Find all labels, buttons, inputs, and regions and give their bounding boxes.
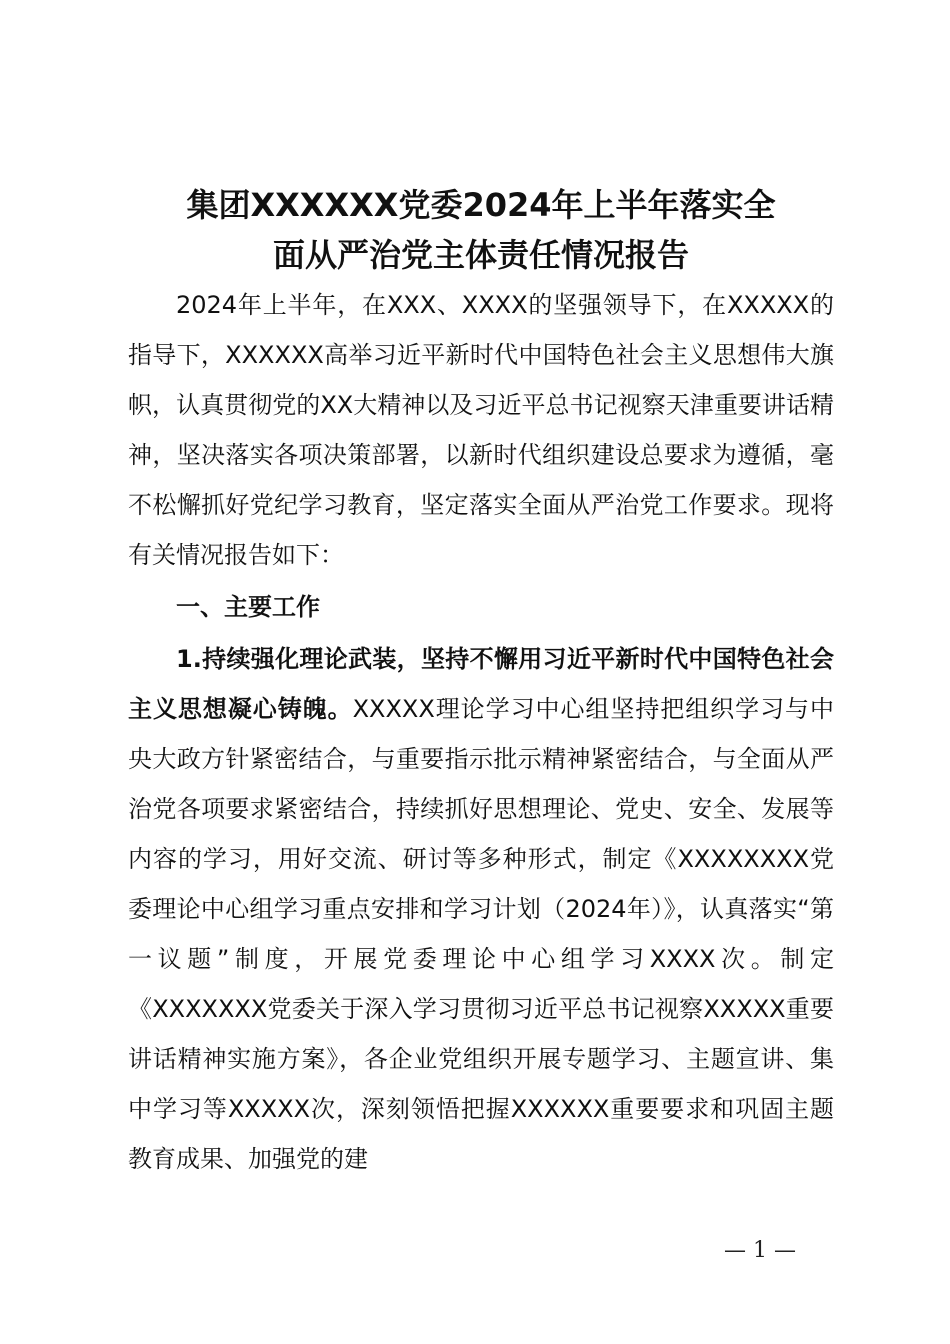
intro-paragraph: 2024年上半年，在XXX、XXXX的坚强领导下，在XXXXX的指导下，XXXXXX高举习近平新时代中国特色社会主义思想伟大旗帜，认真贯彻党的XX大精神以及习近平总书记视察天津重要讲话精神，坚决落实各项决策部署，以新时代组织建设总要求为遵循，毫不松懈抓好党纪学习教育，坚定落实全面从严治党工作要求。现将有关情况报告如下：: [128, 291, 834, 569]
item-1-lead: 1.持续强化理论武装，坚持不懈用习近平新时代中国特色社会主义思想凝心铸魄。: [128, 645, 834, 723]
item-1-body: XXXXX理论学习中心组坚持把组织学习与中央大政方针紧密结合，与重要指示批示精神紧密结合，与全面从严治党各项要求紧密结合，持续抓好思想理论、党史、安全、发展等内容的学习，用好交流、研讨等多种形式，制定《XXXXXXXX党委理论中心组学习重点安排和学习计划（2024年）》，认真落实“第一议题”制度，开展党委理论中心组学习XXXX次。制定《XXXXXXX党委关于深入学习贯彻习近平总书记视察XXXXX重要讲话精神实施方案》，各企业党组织开展专题学习、主题宣讲、集中学习等XXXXX次，深刻领悟把握XXXXXX重要要求和巩固主题教育成果、加强党的建: [128, 695, 834, 1173]
section-heading: 一、主要工作: [176, 593, 320, 621]
title-line-2: 面从严治党主体责任情况报告: [272, 236, 689, 274]
document-title: [128, 180, 834, 280]
document-page: [128, 180, 834, 1184]
item-1-paragraph: [128, 634, 834, 1184]
page-number: — 1 —: [724, 1238, 796, 1263]
title-line-1: 集团XXXXXX党委2024年上半年落实全: [186, 186, 776, 224]
